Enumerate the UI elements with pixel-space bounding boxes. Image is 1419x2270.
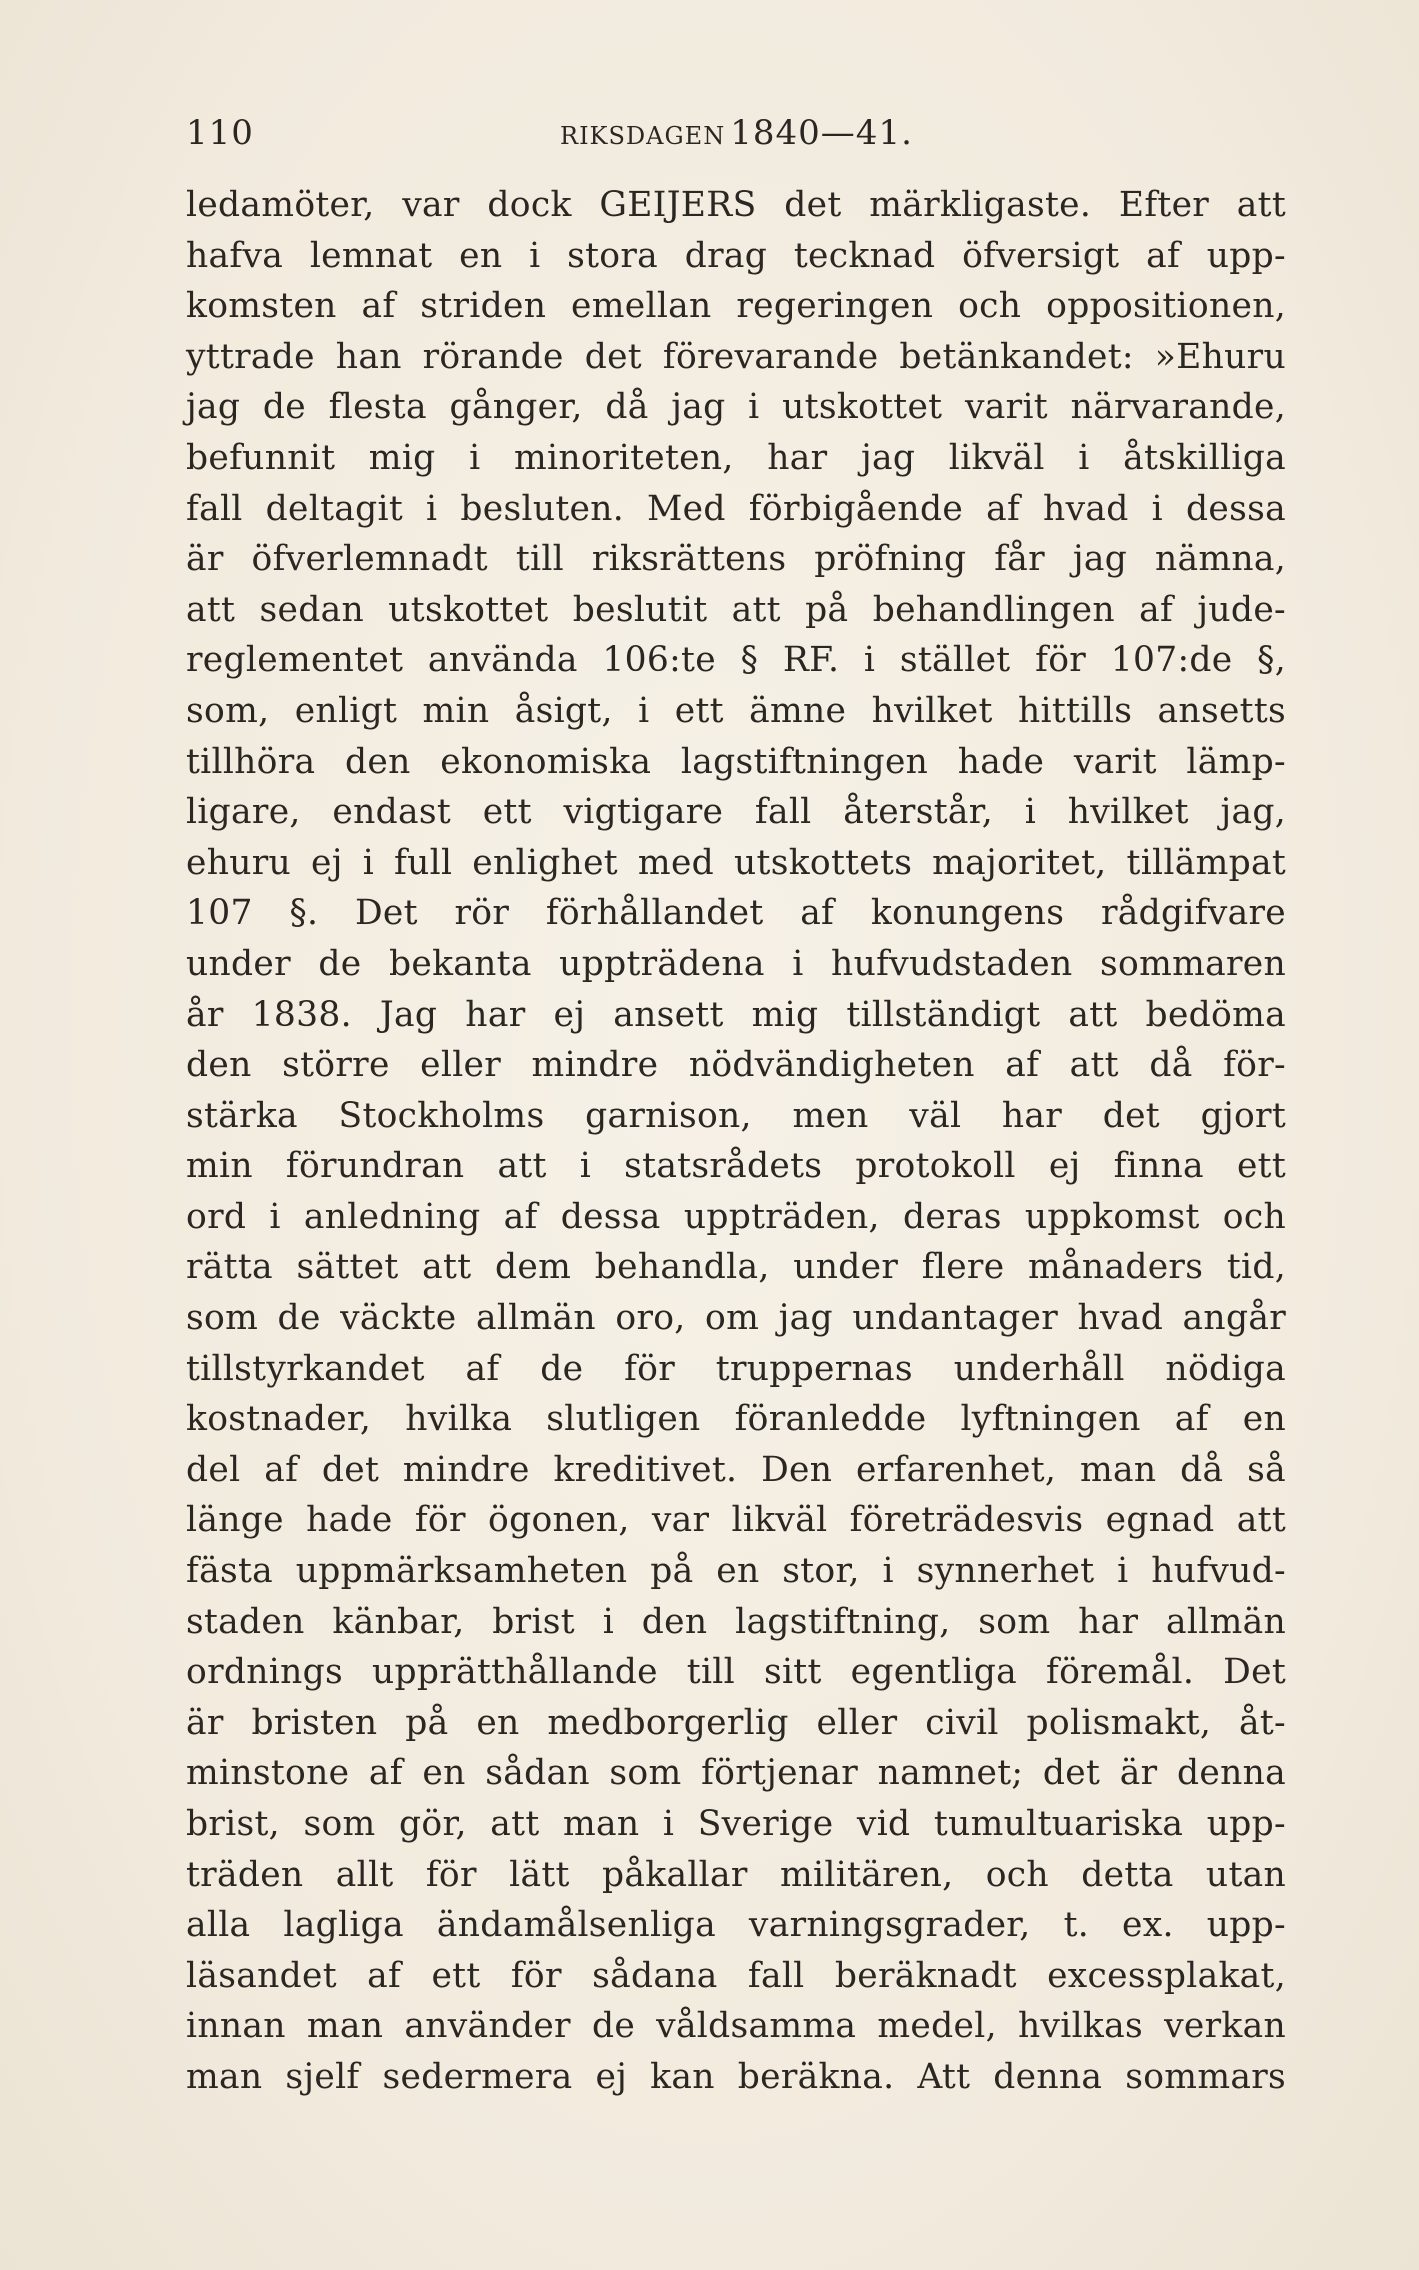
text-line: ord i anledning af dessa uppträden, deras uppkomst och [186, 1196, 1286, 1237]
text-line: del af det mindre kreditivet. Den erfarenhet, man då så [186, 1449, 1286, 1490]
text-line: befunnit mig i minoriteten, har jag likväl i åtskilliga [186, 437, 1286, 478]
text-line: ordnings upprätthållande till sitt egentliga föremål. Det [186, 1652, 1286, 1693]
running-head-title: RIKSDAGEN [560, 122, 726, 150]
text-line: minstone af en sådan som förtjenar namnet; det är denna [186, 1753, 1286, 1794]
text-line: tillhöra den ekonomiska lagstiftningen hade varit lämp- [186, 741, 1286, 782]
text-line: kostnader, hvilka slutligen föranledde lyftningen af en [186, 1399, 1286, 1440]
running-head [560, 108, 913, 164]
text-line: komsten af striden emellan regeringen och oppositionen, [186, 286, 1286, 327]
text-line: är bristen på en medborgerlig eller civil polismakt, åt- [186, 1702, 1286, 1743]
text-line: rätta sättet att dem behandla, under flere månaders tid, [186, 1247, 1286, 1288]
text-line: att sedan utskottet beslutit att på behandlingen af jude- [186, 589, 1286, 630]
page-header [186, 108, 1286, 158]
text-line: träden allt för lätt påkallar militären, och detta utan [186, 1854, 1286, 1895]
text-line: år 1838. Jag har ej ansett mig tillständigt att bedöma [186, 994, 1286, 1035]
text-line: alla lagliga ändamålsenliga varningsgrader, t. ex. upp- [186, 1905, 1286, 1946]
running-head-years: 1840—41. [730, 113, 913, 153]
text-line: den större eller mindre nödvändigheten af att då för- [186, 1045, 1286, 1086]
text-line: brist, som gör, att man i Sverige vid tumultuariska upp- [186, 1804, 1286, 1844]
text-line: fall deltagit i besluten. Med förbigående af hvad i dessa [186, 488, 1286, 529]
text-line: ligare, endast ett vigtigare fall återstår, i hvilket jag, [186, 792, 1286, 833]
text-line: länge hade för ögonen, var likväl företrädesvis egnad att [186, 1500, 1286, 1541]
text-line: tillstyrkandet af de för truppernas underhåll nödiga [186, 1348, 1286, 1389]
text-line: ledamöter, var dock GEIJERS det märkligaste. Efter att [186, 185, 1286, 225]
text-line: ehuru ej i full enlighet med utskottets majoritet, tillämpat [186, 842, 1286, 883]
text-line: läsandet af ett för sådana fall beräknadt excessplakat, [186, 1955, 1286, 1996]
text-line: yttrade han rörande det förevarande betänkandet: »Ehuru [186, 336, 1286, 377]
text-line: under de bekanta uppträdena i hufvudstaden sommaren [186, 943, 1286, 984]
text-line: som, enligt min åsigt, i ett ämne hvilket hittills ansetts [186, 690, 1286, 731]
text-line: stärka Stockholms garnison, men väl har det gjort [186, 1095, 1286, 1136]
page-number: 110 [186, 113, 254, 153]
text-line: man sjelf sedermera ej kan beräkna. Att denna sommars [186, 2056, 1286, 2097]
text-line: som de väckte allmän oro, om jag undantager hvad angår [186, 1298, 1286, 1339]
text-line: 107 §. Det rör förhållandet af konungens rådgifvare [186, 893, 1286, 934]
text-line: staden känbar, brist i den lagstiftning, som har allmän [186, 1601, 1286, 1642]
text-line: fästa uppmärksamheten på en stor, i synnerhet i hufvud- [186, 1551, 1286, 1592]
body-text [186, 180, 1286, 2103]
text-line: min förundran att i statsrådets protokoll ej finna ett [186, 1146, 1286, 1187]
text-line: är öfverlemnadt till riksrättens pröfning får jag nämna, [186, 539, 1286, 580]
text-line: innan man använder de våldsamma medel, hvilkas verkan [186, 2006, 1286, 2047]
text-line: hafva lemnat en i stora drag tecknad öfversigt af upp- [186, 235, 1286, 276]
text-line: jag de flesta gånger, då jag i utskottet varit närvarande, [186, 387, 1286, 428]
text-line: reglementet använda 106:te § RF. i stället för 107:de §, [186, 640, 1286, 681]
